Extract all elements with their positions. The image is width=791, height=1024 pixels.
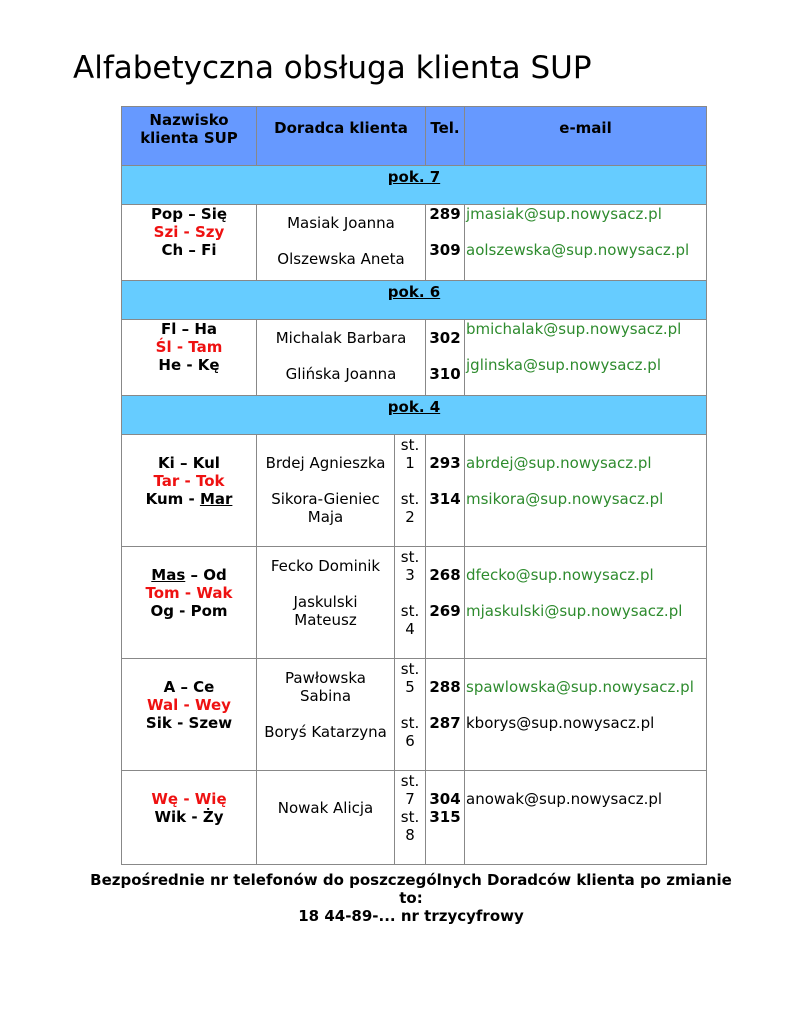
email-link[interactable]: jmasiak@sup.nowysacz.pl <box>466 205 662 223</box>
email-link[interactable]: mjaskulski@sup.nowysacz.pl <box>466 602 683 620</box>
footer-note <box>60 871 762 925</box>
name-range: Sik - Szew <box>145 714 233 732</box>
advisor-name: Glińska Joanna <box>285 365 397 383</box>
name-range: Pop – Się <box>150 205 228 223</box>
name-range: Szi - Szy <box>153 223 225 241</box>
name-range: He - Kę <box>158 356 220 374</box>
table-row <box>122 205 707 281</box>
tel-number: 269 <box>429 602 461 620</box>
tel-number: 309 <box>429 241 461 259</box>
tel-number: 288 <box>429 678 461 696</box>
page-title: Alfabetyczna obsługa klienta SUP <box>73 50 592 86</box>
tel-number: 314 <box>429 490 461 508</box>
email-link[interactable]: aolszewska@sup.nowysacz.pl <box>466 241 690 259</box>
section-label: pok. 7 <box>387 168 441 186</box>
name-range: Kum - Mar <box>145 490 233 508</box>
advisor-name: Olszewska Aneta <box>277 250 405 268</box>
tel-number: 302 <box>429 329 461 347</box>
section-label: pok. 6 <box>387 283 441 301</box>
name-range: Og - Pom <box>150 602 228 620</box>
stand-label: st. <box>400 808 420 826</box>
stand-number: 5 <box>405 678 415 696</box>
stand-label: st. <box>400 714 420 732</box>
advisor-name: Pawłowska <box>285 669 366 687</box>
section-row-pok7 <box>122 166 707 205</box>
tel-number: 268 <box>429 566 461 584</box>
table-header-row <box>122 107 707 166</box>
stand-label: st. <box>400 660 420 678</box>
tel-number: 304 <box>429 790 461 808</box>
section-row-pok6 <box>122 281 707 320</box>
advisor-name: Mateusz <box>294 611 357 629</box>
name-range: Ch – Fi <box>161 241 217 259</box>
table-row <box>122 435 707 547</box>
advisor-name: Fecko Dominik <box>270 557 381 575</box>
name-range: A – Ce <box>163 678 215 696</box>
advisor-name: Boryś Katarzyna <box>264 723 387 741</box>
header-client-name: Nazwisko klienta SUP <box>122 107 257 166</box>
client-service-table <box>121 106 707 865</box>
stand-number: 7 <box>405 790 415 808</box>
stand-number: 4 <box>405 620 415 638</box>
advisor-name: Brdej Agnieszka <box>265 454 386 472</box>
tel-number: 287 <box>429 714 461 732</box>
footer-line: Bezpośrednie nr telefonów do poszczególnych Doradców klienta po zmianie <box>90 871 732 889</box>
table-row <box>122 320 707 396</box>
name-range: Wal - Wey <box>147 696 231 714</box>
stand-number: 1 <box>405 454 415 472</box>
stand-label: st. <box>400 436 420 454</box>
name-range: Mas – Od <box>151 566 227 584</box>
stand-number: 3 <box>405 566 415 584</box>
email-link[interactable]: dfecko@sup.nowysacz.pl <box>466 566 654 584</box>
table-row <box>122 547 707 659</box>
table-row <box>122 771 707 865</box>
advisor-name: Maja <box>307 508 344 526</box>
footer-line: 18 44-89-... nr trzycyfrowy <box>298 907 524 925</box>
stand-label: st. <box>400 602 420 620</box>
name-range: Wik - Ży <box>154 808 224 826</box>
email-link[interactable]: msikora@sup.nowysacz.pl <box>466 490 664 508</box>
footer-line: to: <box>399 889 423 907</box>
table-row <box>122 659 707 771</box>
advisor-name: Sikora-Gieniec <box>271 490 380 508</box>
tel-number: 289 <box>429 205 461 223</box>
name-range: Fl – Ha <box>160 320 217 338</box>
stand-label: st. <box>400 772 420 790</box>
email-link[interactable]: kborys@sup.nowysacz.pl <box>466 714 655 732</box>
name-range: Ki – Kul <box>158 454 220 472</box>
advisor-name: Masiak Joanna <box>287 214 395 232</box>
email-link[interactable]: anowak@sup.nowysacz.pl <box>466 790 663 808</box>
header-email: e-mail <box>465 107 707 166</box>
tel-number: 310 <box>429 365 461 383</box>
advisor-name: Sabina <box>299 687 352 705</box>
name-range: Tar - Tok <box>153 472 225 490</box>
stand-number: 6 <box>405 732 415 750</box>
header-tel: Tel. <box>426 107 465 166</box>
header-advisor: Doradca klienta <box>257 107 426 166</box>
advisor-name: Nowak Alicja <box>277 799 374 817</box>
name-range: Tom - Wak <box>145 584 233 602</box>
advisor-name: Michalak Barbara <box>275 329 407 347</box>
advisor-name: Jaskulski <box>293 593 358 611</box>
name-range: Wę - Wię <box>151 790 227 808</box>
email-link[interactable]: spawlowska@sup.nowysacz.pl <box>466 678 694 696</box>
email-link[interactable]: abrdej@sup.nowysacz.pl <box>466 454 652 472</box>
stand-number: 2 <box>405 508 415 526</box>
tel-number: 315 <box>429 808 461 826</box>
section-row-pok4 <box>122 396 707 435</box>
name-range: Śl - Tam <box>155 338 223 356</box>
email-link[interactable]: bmichalak@sup.nowysacz.pl <box>466 320 682 338</box>
tel-number: 293 <box>429 454 461 472</box>
stand-label: st. <box>400 548 420 566</box>
section-label: pok. 4 <box>387 398 441 416</box>
email-link[interactable]: jglinska@sup.nowysacz.pl <box>466 356 661 374</box>
stand-number: 8 <box>405 826 415 844</box>
stand-label: st. <box>400 490 420 508</box>
